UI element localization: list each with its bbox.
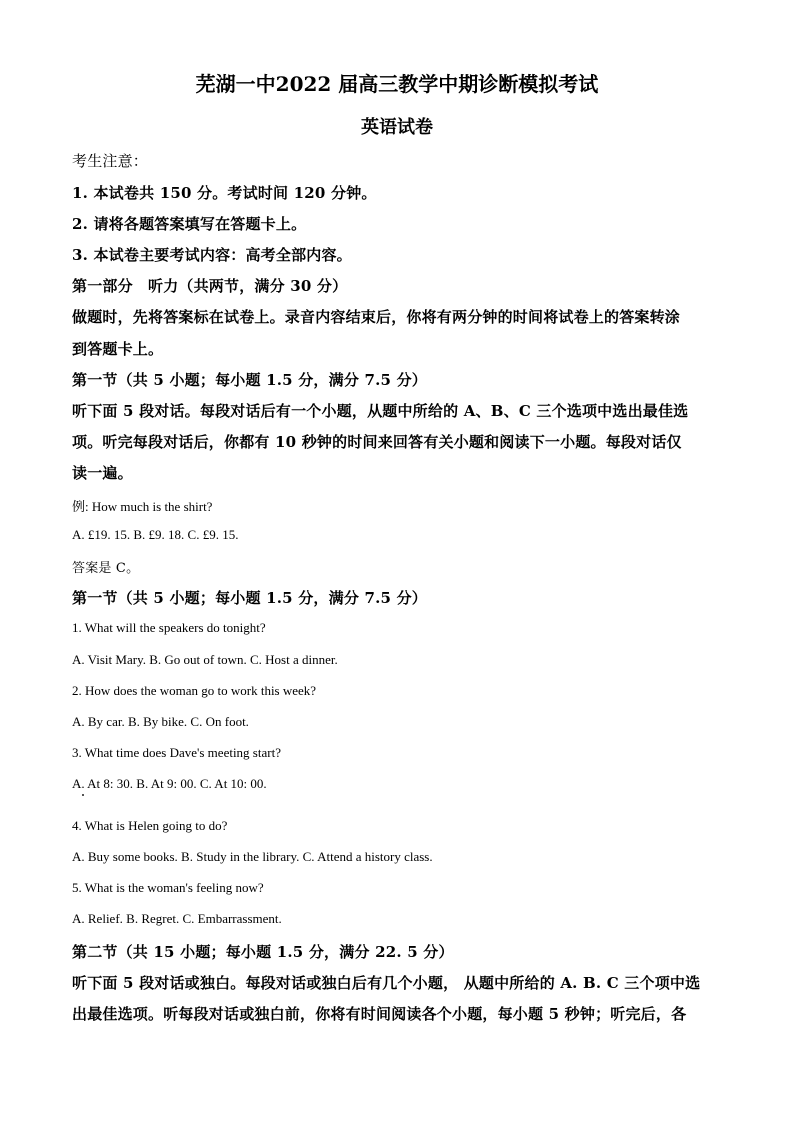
stray-mark [82, 794, 84, 796]
part1-heading: 第一部分 听力（共两节，满分 30 分） [72, 277, 348, 295]
section2-instruction: 听下面 5 段对话或独白。每段对话或独白后有几个小题， 从题中所给的 A. B. C 三个项中选 [72, 974, 701, 992]
notice-heading: 考生注意： [72, 152, 149, 170]
section1-heading-repeat: 第一节（共 5 小题；每小题 1.5 分，满分 7.5 分） [72, 589, 427, 607]
question-options: A. Buy some books. B. Study in the library. C. Attend a history class. [72, 849, 433, 864]
question-text: 4. What is Helen going to do? [72, 818, 228, 833]
question-options: A. By car. B. By bike. C. On foot. [72, 714, 249, 729]
section1-heading: 第一节（共 5 小题；每小题 1.5 分，满分 7.5 分） [72, 371, 427, 389]
section1-instruction: 项。听完每段对话后，你都有 10 秒钟的时间来回答有关小题和阅读下一小题。每段对话仅 [72, 433, 682, 451]
notice-item: 1. 本试卷共 150 分。考试时间 120 分钟。 [72, 184, 377, 202]
section2-heading: 第二节（共 15 小题；每小题 1.5 分，满分 22. 5 分） [72, 943, 454, 961]
part1-instruction: 做题时，先将答案标在试卷上。录音内容结束后，你将有两分钟的时间将试卷上的答案转涂 [72, 308, 681, 326]
part1-instruction: 到答题卡上。 [72, 340, 164, 358]
question-text: 1. What will the speakers do tonight? [72, 620, 266, 635]
example-question: 例: How much is the shirt? [72, 499, 213, 514]
notice-item: 3. 本试卷主要考试内容：高考全部内容。 [72, 246, 352, 264]
question-text: 5. What is the woman's feeling now? [72, 880, 264, 895]
question-options: A. Visit Mary. B. Go out of town. C. Host a dinner. [72, 652, 338, 667]
notice-item: 2. 请将各题答案填写在答题卡上。 [72, 215, 307, 233]
section1-instruction: 听下面 5 段对话。每段对话后有一个小题，从题中所给的 A、B、C 三个选项中选出最佳选 [72, 402, 689, 420]
exam-subtitle: 英语试卷 [361, 117, 433, 138]
example-options: A. £19. 15. B. £9. 18. C. £9. 15. [72, 527, 239, 542]
exam-title: 芜湖一中2022 届高三教学中期诊断模拟考试 [195, 72, 599, 96]
section2-instruction: 出最佳选项。听每段对话或独白前，你将有时间阅读各个小题，每小题 5 秒钟；听完后，各 [72, 1005, 687, 1023]
question-options: A. Relief. B. Regret. C. Embarrassment. [72, 911, 282, 926]
section1-instruction: 读一遍。 [72, 464, 133, 482]
example-answer: 答案是 C。 [72, 561, 140, 576]
question-text: 3. What time does Dave's meeting start? [72, 745, 281, 760]
question-text: 2. How does the woman go to work this week? [72, 683, 317, 698]
question-options: A. At 8: 30. B. At 9: 00. C. At 10: 00. [72, 776, 267, 791]
